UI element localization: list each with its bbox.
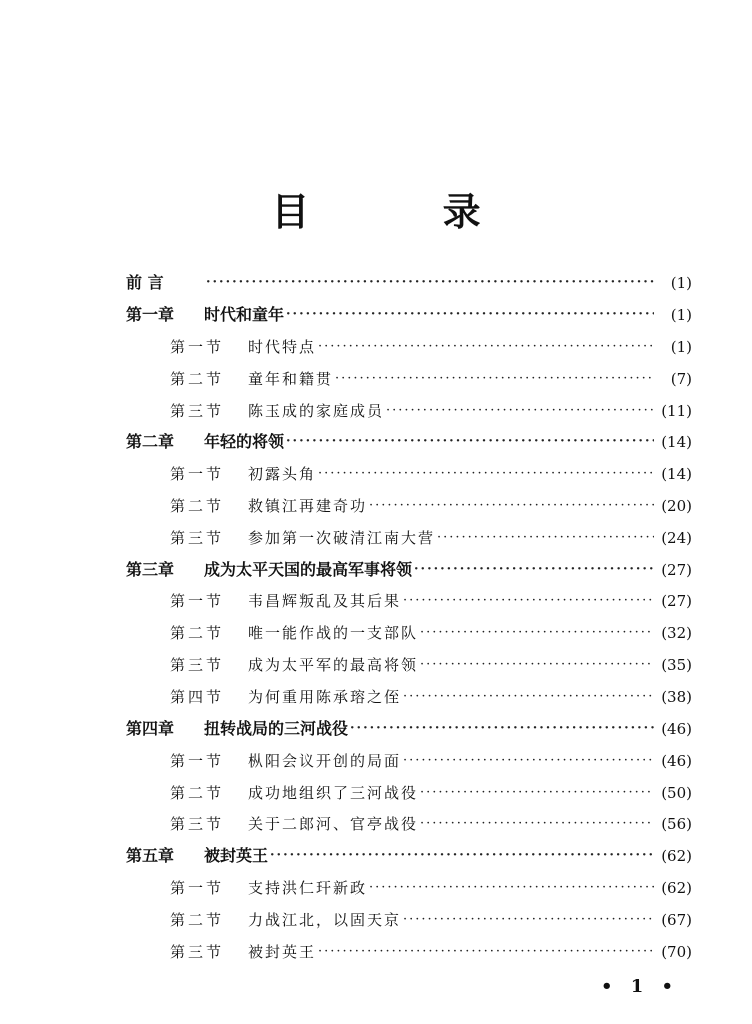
- entry-page: (20): [661, 497, 692, 515]
- entry-number: 第一节: [170, 879, 225, 897]
- entry-title: 被封英王: [248, 943, 317, 961]
- entry-number: 第一节: [170, 465, 225, 483]
- dot-leader: [318, 459, 654, 489]
- entry-title: 参加第一次破清江南大营: [248, 529, 436, 547]
- entry-page: (14): [661, 465, 692, 483]
- dot-leader: [386, 396, 654, 426]
- entry-number: 第三节: [170, 529, 225, 547]
- toc-entry[interactable]: [170, 586, 692, 616]
- toc-entry[interactable]: [170, 873, 692, 903]
- entry-page: (11): [661, 402, 692, 420]
- entry-title: 关于二郎河、官亭战役: [248, 815, 419, 833]
- entry-title: 力战江北，以固天京: [248, 911, 402, 929]
- dot-leader: [369, 873, 654, 903]
- entry-title: 被封英王: [204, 846, 269, 865]
- page-number: • 1 •: [600, 976, 680, 997]
- toc-entry[interactable]: [126, 714, 692, 744]
- entry-page: (38): [661, 688, 692, 706]
- page-title: 目 录: [271, 189, 541, 234]
- dot-leader: [318, 937, 654, 967]
- dot-leader: [335, 364, 654, 394]
- dot-leader: [318, 332, 654, 362]
- dot-leader: [286, 427, 654, 457]
- dot-leader: [420, 650, 654, 680]
- toc-entry[interactable]: [126, 427, 692, 457]
- entry-number: 第二节: [170, 497, 225, 515]
- toc-entry[interactable]: [170, 332, 692, 362]
- entry-page: (62): [661, 847, 692, 865]
- entry-page: (14): [661, 433, 692, 451]
- toc-entry[interactable]: [126, 841, 692, 871]
- entry-number: 第一章: [126, 305, 175, 324]
- entry-page: (70): [661, 943, 692, 961]
- entry-title: 支持洪仁玕新政: [248, 879, 368, 897]
- entry-title: 唯一能作战的一支部队: [248, 624, 419, 642]
- toc-entry[interactable]: [126, 268, 692, 298]
- toc-entry[interactable]: [170, 905, 692, 935]
- entry-page: (46): [661, 720, 692, 738]
- entry-number: 第三章: [126, 560, 175, 579]
- toc-entry[interactable]: [170, 523, 692, 553]
- entry-page: (32): [661, 624, 692, 642]
- entry-number: 第五章: [126, 846, 175, 865]
- entry-title: 为何重用陈承瑢之侄: [248, 688, 402, 706]
- toc-entry[interactable]: [170, 650, 692, 680]
- entry-number: 第二节: [170, 624, 225, 642]
- toc-entry[interactable]: [170, 459, 692, 489]
- entry-number: 第一节: [170, 338, 225, 356]
- dot-leader: [403, 586, 654, 616]
- entry-page: (67): [661, 911, 692, 929]
- entry-title: 初露头角: [248, 465, 317, 483]
- entry-title: 童年和籍贯: [248, 370, 334, 388]
- dot-leader: [437, 523, 654, 553]
- entry-number: 第二节: [170, 370, 225, 388]
- entry-number: 第三节: [170, 815, 225, 833]
- entry-page: (1): [670, 274, 692, 292]
- toc-entry[interactable]: [170, 778, 692, 808]
- entry-title: 救镇江再建奇功: [248, 497, 368, 515]
- entry-number: 第二章: [126, 432, 175, 451]
- entry-number: 第三节: [170, 402, 225, 420]
- dot-leader: [286, 300, 654, 330]
- entry-page: (46): [661, 752, 692, 770]
- dot-leader: [420, 809, 654, 839]
- dot-leader: [403, 682, 654, 712]
- entry-page: (35): [661, 656, 692, 674]
- entry-title: 扭转战局的三河战役: [204, 719, 349, 738]
- toc-entry[interactable]: [170, 491, 692, 521]
- dot-leader: [420, 618, 654, 648]
- entry-page: (50): [661, 784, 692, 802]
- entry-title: 韦昌辉叛乱及其后果: [248, 592, 402, 610]
- dot-leader: [403, 746, 654, 776]
- entry-title: 时代和童年: [204, 305, 285, 324]
- entry-page: (1): [670, 338, 692, 356]
- entry-title: 时代特点: [248, 338, 317, 356]
- toc-entry[interactable]: [170, 809, 692, 839]
- dot-leader: [270, 841, 654, 871]
- entry-title: 陈玉成的家庭成员: [248, 402, 385, 420]
- toc-entry[interactable]: [170, 937, 692, 967]
- toc-entry[interactable]: [126, 555, 692, 585]
- toc-entry[interactable]: [170, 396, 692, 426]
- toc-entry[interactable]: [170, 746, 692, 776]
- entry-page: (7): [670, 370, 692, 388]
- entry-page: (27): [661, 561, 692, 579]
- entry-title: 年轻的将领: [204, 432, 285, 451]
- dot-leader: [369, 491, 654, 521]
- entry-title: 成为太平军的最高将领: [248, 656, 419, 674]
- toc-entry[interactable]: [170, 364, 692, 394]
- dot-leader: [350, 714, 654, 744]
- toc-entry[interactable]: [126, 300, 692, 330]
- entry-number: 第三节: [170, 943, 225, 961]
- entry-page: (24): [661, 529, 692, 547]
- entry-number: 前 言: [126, 273, 164, 292]
- entry-number: 第二节: [170, 784, 225, 802]
- entry-page: (56): [661, 815, 692, 833]
- entry-title: 成为太平天国的最高军事将领: [204, 560, 413, 579]
- entry-title: 成功地组织了三河战役: [248, 784, 419, 802]
- entry-title: 枞阳会议开创的局面: [248, 752, 402, 770]
- dot-leader: [420, 778, 654, 808]
- dot-leader: [414, 555, 654, 585]
- entry-number: 第一节: [170, 592, 225, 610]
- toc-entry[interactable]: [170, 618, 692, 648]
- entry-number: 第三节: [170, 656, 225, 674]
- entry-page: (27): [661, 592, 692, 610]
- dot-leader: [403, 905, 654, 935]
- dot-leader: [206, 268, 654, 298]
- entry-page: (1): [670, 306, 692, 324]
- entry-number: 第一节: [170, 752, 225, 770]
- entry-number: 第二节: [170, 911, 225, 929]
- toc-entry[interactable]: [170, 682, 692, 712]
- entry-number: 第四节: [170, 688, 225, 706]
- entry-number: 第四章: [126, 719, 175, 738]
- entry-page: (62): [661, 879, 692, 897]
